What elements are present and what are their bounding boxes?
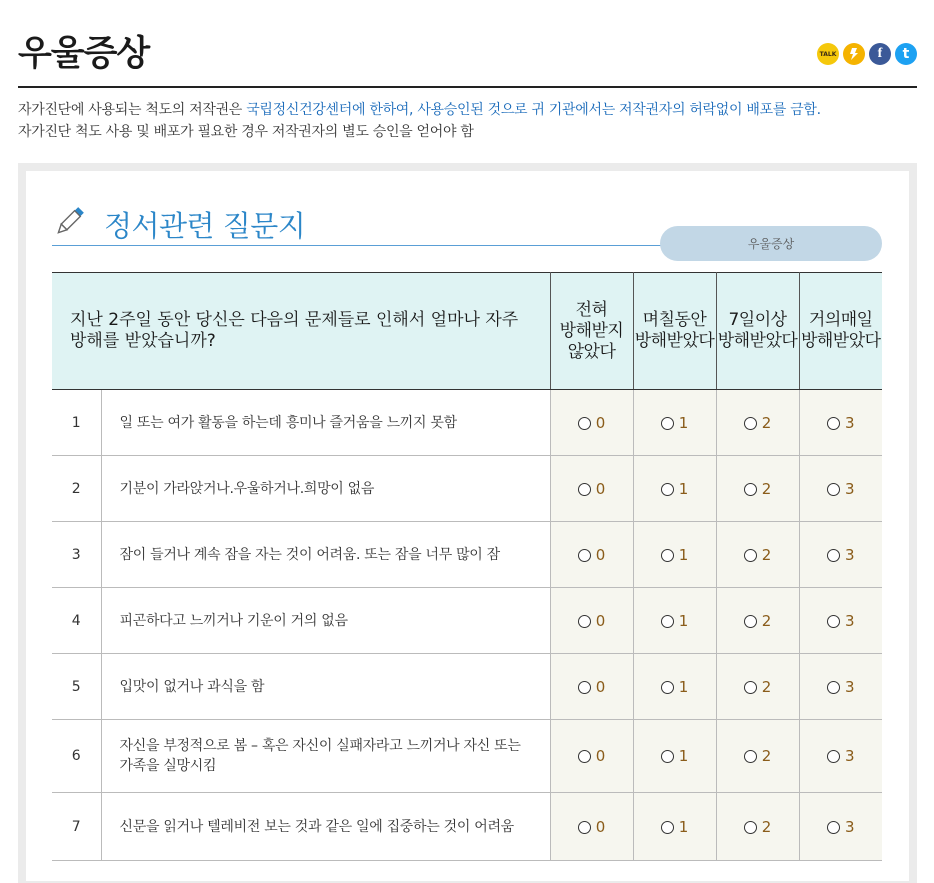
answer-option-0[interactable]: [578, 749, 606, 765]
radio-button[interactable]: [578, 417, 591, 430]
option-header-line: 며칠동안: [642, 310, 707, 330]
answer-score: 1: [678, 545, 689, 564]
kakaostory-icon[interactable]: [843, 43, 865, 65]
radio-button[interactable]: [661, 615, 674, 628]
answer-option-0[interactable]: [578, 479, 606, 498]
answer-option-2[interactable]: [744, 545, 772, 564]
notice-line-1: [18, 99, 821, 121]
answer-option-2[interactable]: [744, 817, 772, 836]
option-header-1: [633, 273, 716, 390]
table-row: [52, 720, 882, 793]
answer-cell: [550, 720, 633, 793]
answer-option-3[interactable]: [827, 749, 855, 765]
share-buttons: [817, 43, 917, 65]
answer-cell: [550, 793, 633, 861]
question-number: 1: [52, 390, 101, 456]
answer-score: 1: [678, 817, 689, 836]
answer-score: 0: [595, 677, 606, 696]
radio-button[interactable]: [744, 417, 757, 430]
answer-cell: [633, 390, 716, 456]
answer-score: 2: [761, 611, 772, 630]
questionnaire-panel: [18, 163, 917, 883]
option-header-line: 방해받았다: [634, 331, 715, 351]
answer-score: 2: [761, 479, 772, 498]
radio-button[interactable]: [744, 681, 757, 694]
answer-cell: [716, 390, 799, 456]
answer-option-1[interactable]: [661, 817, 689, 836]
answer-cell: [716, 654, 799, 720]
radio-button[interactable]: [827, 615, 840, 628]
answer-option-3[interactable]: [827, 677, 855, 696]
answer-option-2[interactable]: [744, 611, 772, 630]
question-text: 피곤하다고 느끼거나 기운이 거의 없음: [101, 588, 550, 654]
answer-cell: [550, 390, 633, 456]
answer-score: 0: [595, 817, 606, 836]
answer-cell: [550, 654, 633, 720]
radio-button[interactable]: [744, 615, 757, 628]
answer-cell: [716, 522, 799, 588]
answer-score: 0: [595, 413, 606, 432]
section-header: [52, 201, 890, 251]
questionnaire-table: [52, 272, 882, 861]
page-title: 우울증상: [18, 34, 150, 74]
answer-cell: [550, 588, 633, 654]
radio-button[interactable]: [827, 821, 840, 834]
answer-cell: [633, 793, 716, 861]
answer-score: 0: [595, 611, 606, 630]
option-header-2: [716, 273, 799, 390]
option-header-line: 방해받았다: [800, 331, 881, 351]
notice-highlight: 국립정신건강센터에 한하여, 사용승인된 것으로 귀 기관에서는 저작권자의 허락없이 배포를 금함.: [246, 102, 821, 118]
answer-option-3[interactable]: [827, 545, 855, 564]
radio-button[interactable]: [578, 750, 591, 763]
answer-score: 0: [595, 545, 606, 564]
answer-option-2[interactable]: [744, 479, 772, 498]
table-row: [52, 456, 882, 522]
answer-score: 2: [761, 545, 772, 564]
answer-option-3[interactable]: [827, 413, 855, 432]
questionnaire-card: [26, 171, 909, 881]
radio-button[interactable]: [661, 821, 674, 834]
answer-score: 0: [595, 479, 606, 498]
question-number: 5: [52, 654, 101, 720]
answer-score: 1: [678, 747, 689, 765]
radio-button[interactable]: [744, 750, 757, 763]
option-header-line: 방해받지: [559, 320, 624, 341]
answer-option-0[interactable]: [578, 545, 606, 564]
table-row: [52, 588, 882, 654]
answer-option-3[interactable]: [827, 611, 855, 630]
answer-score: 3: [844, 413, 855, 432]
radio-button[interactable]: [661, 750, 674, 763]
radio-button[interactable]: [578, 681, 591, 694]
question-number: 3: [52, 522, 101, 588]
radio-button[interactable]: [744, 821, 757, 834]
answer-cell: [716, 793, 799, 861]
answer-cell: [716, 720, 799, 793]
answer-option-0[interactable]: [578, 677, 606, 696]
question-text: 잠이 들거나 계속 잠을 자는 것이 어려움. 또는 잠을 너무 많이 잠: [101, 522, 550, 588]
radio-button[interactable]: [578, 483, 591, 496]
radio-button[interactable]: [578, 549, 591, 562]
question-text: 일 또는 여가 활동을 하는데 흥미나 즐거움을 느끼지 못함: [101, 390, 550, 456]
radio-button[interactable]: [661, 483, 674, 496]
option-header-3: [799, 273, 882, 390]
answer-cell: [716, 588, 799, 654]
radio-button[interactable]: [827, 681, 840, 694]
category-pill: 우울증상: [660, 226, 882, 261]
question-number: 7: [52, 793, 101, 861]
question-number: 2: [52, 456, 101, 522]
questionnaire-body: [52, 390, 882, 861]
radio-button[interactable]: [827, 483, 840, 496]
answer-cell: [799, 588, 882, 654]
answer-cell: [633, 654, 716, 720]
answer-score: 2: [761, 817, 772, 836]
answer-cell: [716, 456, 799, 522]
notice-prefix: 자가진단에 사용되는 척도의 저작권은: [18, 102, 247, 118]
answer-cell: [633, 456, 716, 522]
table-header-row: [52, 273, 882, 390]
answer-score: 1: [678, 413, 689, 432]
answer-option-1[interactable]: [661, 413, 689, 432]
radio-button[interactable]: [744, 483, 757, 496]
title-divider: [18, 86, 917, 88]
answer-option-0[interactable]: [578, 413, 606, 432]
radio-button[interactable]: [661, 681, 674, 694]
copyright-notice: [18, 99, 821, 143]
answer-score: 3: [844, 817, 855, 836]
option-header-line: 방해받았다: [717, 331, 798, 351]
answer-option-2[interactable]: [744, 413, 772, 432]
radio-button[interactable]: [661, 549, 674, 562]
table-row: [52, 522, 882, 588]
answer-cell: [799, 390, 882, 456]
answer-option-1[interactable]: [661, 479, 689, 498]
option-header-line: 않았다: [567, 341, 616, 362]
table-row: [52, 654, 882, 720]
answer-score: 3: [844, 545, 855, 564]
radio-button[interactable]: [578, 821, 591, 834]
facebook-icon[interactable]: f: [869, 43, 891, 65]
option-header-0: [550, 273, 633, 390]
question-number: 6: [52, 720, 101, 793]
answer-option-3[interactable]: [827, 817, 855, 836]
answer-score: 3: [844, 747, 855, 765]
option-header-line: 거의매일: [808, 310, 873, 330]
question-text: 자신을 부정적으로 봄 – 혹은 자신이 실패자라고 느끼거나 자신 또는 가족을 실망시킴: [101, 720, 550, 793]
answer-cell: [799, 720, 882, 793]
table-row: [52, 390, 882, 456]
answer-option-1[interactable]: [661, 677, 689, 696]
option-header-line: 7일이상: [728, 310, 787, 330]
answer-cell: [550, 522, 633, 588]
question-number: 4: [52, 588, 101, 654]
answer-option-1[interactable]: [661, 749, 689, 765]
question-header: 지난 2주일 동안 당신은 다음의 문제들로 인해서 얼마나 자주 방해를 받았습니까?: [52, 273, 550, 390]
radio-button[interactable]: [827, 750, 840, 763]
answer-score: 3: [844, 479, 855, 498]
answer-option-1[interactable]: [661, 611, 689, 630]
answer-option-2[interactable]: [744, 749, 772, 765]
answer-score: 0: [595, 747, 606, 765]
pencil-icon: [52, 205, 86, 239]
radio-button[interactable]: [661, 417, 674, 430]
answer-score: 2: [761, 413, 772, 432]
answer-score: 3: [844, 677, 855, 696]
section-divider: [52, 245, 672, 246]
answer-option-0[interactable]: [578, 817, 606, 836]
notice-line-2: 자가진단 척도 사용 및 배포가 필요한 경우 저작권자의 별도 승인을 얻어야 함: [18, 124, 474, 140]
answer-cell: [799, 793, 882, 861]
answer-option-2[interactable]: [744, 677, 772, 696]
option-header-line: 전혀: [575, 299, 608, 320]
answer-cell: [633, 522, 716, 588]
radio-button[interactable]: [827, 549, 840, 562]
answer-score: 1: [678, 479, 689, 498]
answer-option-0[interactable]: [578, 611, 606, 630]
question-text: 신문을 읽거나 텔레비전 보는 것과 같은 일에 집중하는 것이 어려움: [101, 793, 550, 861]
answer-score: 1: [678, 677, 689, 696]
answer-option-1[interactable]: [661, 545, 689, 564]
answer-cell: [799, 654, 882, 720]
question-text: 입맛이 없거나 과식을 함: [101, 654, 550, 720]
section-title: 정서관련 질문지: [104, 209, 306, 243]
answer-score: 2: [761, 747, 772, 765]
table-row: [52, 793, 882, 861]
answer-cell: [633, 588, 716, 654]
answer-cell: [633, 720, 716, 793]
radio-button[interactable]: [744, 549, 757, 562]
answer-cell: [799, 456, 882, 522]
question-text: 기분이 가라앉거나.우울하거나.희망이 없음: [101, 456, 550, 522]
answer-option-3[interactable]: [827, 479, 855, 498]
answer-cell: [799, 522, 882, 588]
twitter-icon[interactable]: t: [895, 43, 917, 65]
answer-cell: [550, 456, 633, 522]
radio-button[interactable]: [578, 615, 591, 628]
answer-score: 2: [761, 677, 772, 696]
kakaotalk-icon[interactable]: TALK: [817, 43, 839, 65]
answer-score: 1: [678, 611, 689, 630]
radio-button[interactable]: [827, 417, 840, 430]
answer-score: 3: [844, 611, 855, 630]
